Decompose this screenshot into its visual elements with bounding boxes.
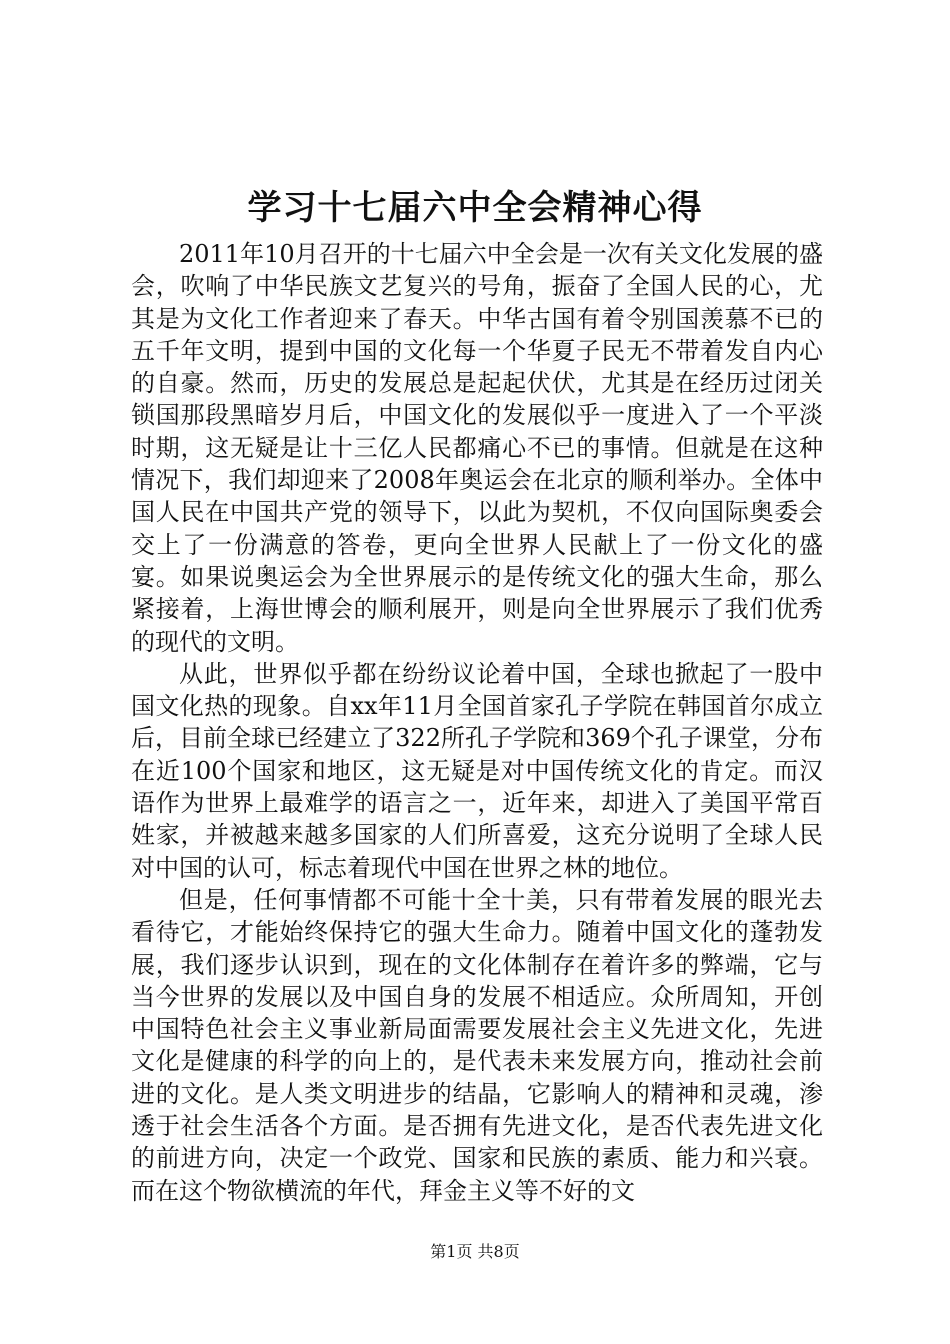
paragraph-3: 但是，任何事情都不可能十全十美，只有带着发展的眼光去看待它，才能始终保持它的强大生命力。随着中国文化的蓬勃发展，我们逐步认识到，现在的文化体制存在着许多的弊端，它与当今世界的发展以及中国自身的发展不相适应。众所周知，开创中国特色社会主义事业新局面需要发展社会主义先进文化，先进文化是健康的科学的向上的，是代表未来发展方向，推动社会前进的文化。是人类文明进步的结晶，它影响人的精神和灵魂，渗透于社会生活各个方面。是否拥有先进文化，是否代表先进文化的前进方向，决定一个政党、国家和民族的素质、能力和兴衰。而在这个物欲横流的年代，拜金主义等不好的文	[131, 885, 823, 1205]
paragraph-1: 2011年10月召开的十七届六中全会是一次有关文化发展的盛会，吹响了中华民族文艺复兴的号角，振奋了全国人民的心，尤其是为文化工作者迎来了春天。中华古国有着令别国羡慕不已的五千年文明，提到中国的文化每一个华夏子民无不带着发自内心的自豪。然而，历史的发展总是起起伏伏，尤其是在经历过闭关锁国那段黑暗岁月后，中国文化的发展似乎一度进入了一个平淡时期，这无疑是让十三亿人民都痛心不已的事情。但就是在这种情况下，我们却迎来了2008年奥运会在北京的顺利举办。全体中国人民在中国共产党的领导下，以此为契机，不仅向国际奥委会交上了一份满意的答卷，更向全世界人民献上了一份文化的盛宴。如果说奥运会为全世界展示的是传统文化的强大生命，那么紧接着，上海世博会的顺利展开，则是向全世界展示了我们优秀的现代的文明。	[131, 240, 823, 656]
page-number-footer: 第1页 共8页	[430, 1242, 520, 1261]
paragraph-2: 从此，世界似乎都在纷纷议论着中国，全球也掀起了一股中国文化热的现象。自xx年11月全国首家孔子学院在韩国首尔成立后，目前全球已经建立了322所孔子学院和369个孔子课堂，分布在近100个国家和地区，这无疑是对中国传统文化的肯定。而汉语作为世界上最难学的语言之一，近年来，却进入了美国平常百姓家，并被越来越多国家的人们所喜爱，这充分说明了全球人民对中国的认可，标志着现代中国在世界之林的地位。	[131, 659, 823, 882]
document-body	[131, 238, 823, 1207]
document-title: 学习十七届六中全会精神心得	[247, 188, 703, 228]
